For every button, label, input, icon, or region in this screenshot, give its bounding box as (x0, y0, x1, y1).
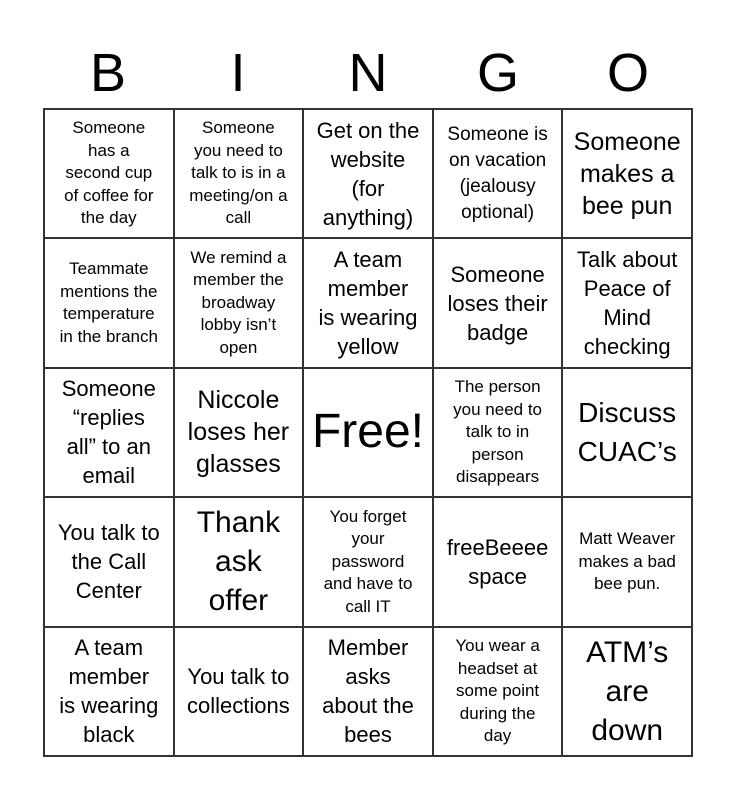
bingo-cell[interactable]: You talk to the Call Center (44, 497, 174, 626)
bingo-cell[interactable]: You wear a headset at some point during the day (433, 627, 563, 756)
bingo-cell[interactable]: The person you need to talk to in person disappears (433, 368, 563, 497)
bingo-cell[interactable]: Someone loses their badge (433, 238, 563, 367)
bingo-cell[interactable]: Thank ask offer (174, 497, 304, 626)
bingo-cell[interactable]: Someone “replies all” to an email (44, 368, 174, 497)
header-letter-i: I (230, 43, 246, 103)
bingo-cell[interactable]: Matt Weaver makes a bad bee pun. (562, 497, 692, 626)
bingo-grid (43, 108, 693, 757)
header-letter-g: G (476, 43, 519, 103)
bingo-cell[interactable]: A team member is wearing yellow (303, 238, 433, 367)
header-letter-o: O (606, 43, 649, 103)
bingo-cell[interactable]: Get on the website (for anything) (303, 109, 433, 238)
bingo-cell[interactable]: You forget your password and have to call IT (303, 497, 433, 626)
bingo-cell[interactable]: ATM’s are down (562, 627, 692, 756)
bingo-cell[interactable]: Someone is on vacation (jealousy optional) (433, 109, 563, 238)
bingo-cell[interactable]: Someone you need to talk to is in a meeting/on a call (174, 109, 304, 238)
bingo-header (43, 40, 693, 106)
bingo-cell[interactable]: Discuss CUAC’s (562, 368, 692, 497)
bingo-cell[interactable]: freeBeeee space (433, 497, 563, 626)
header-letter-n: N (348, 43, 388, 103)
bingo-cell[interactable]: Member asks about the bees (303, 627, 433, 756)
bingo-cell[interactable]: Talk about Peace of Mind checking (562, 238, 692, 367)
bingo-cell[interactable]: A team member is wearing black (44, 627, 174, 756)
bingo-cell[interactable]: Someone has a second cup of coffee for the day (44, 109, 174, 238)
header-letter-b: B (89, 43, 127, 103)
bingo-cell[interactable]: We remind a member the broadway lobby isn’t open (174, 238, 304, 367)
bingo-cell[interactable]: Teammate mentions the temperature in the branch (44, 238, 174, 367)
free-space-cell[interactable]: Free! (303, 368, 433, 497)
bingo-cell[interactable]: Niccole loses her glasses (174, 368, 304, 497)
bingo-cell[interactable]: Someone makes a bee pun (562, 109, 692, 238)
bingo-cell[interactable]: You talk to collections (174, 627, 304, 756)
